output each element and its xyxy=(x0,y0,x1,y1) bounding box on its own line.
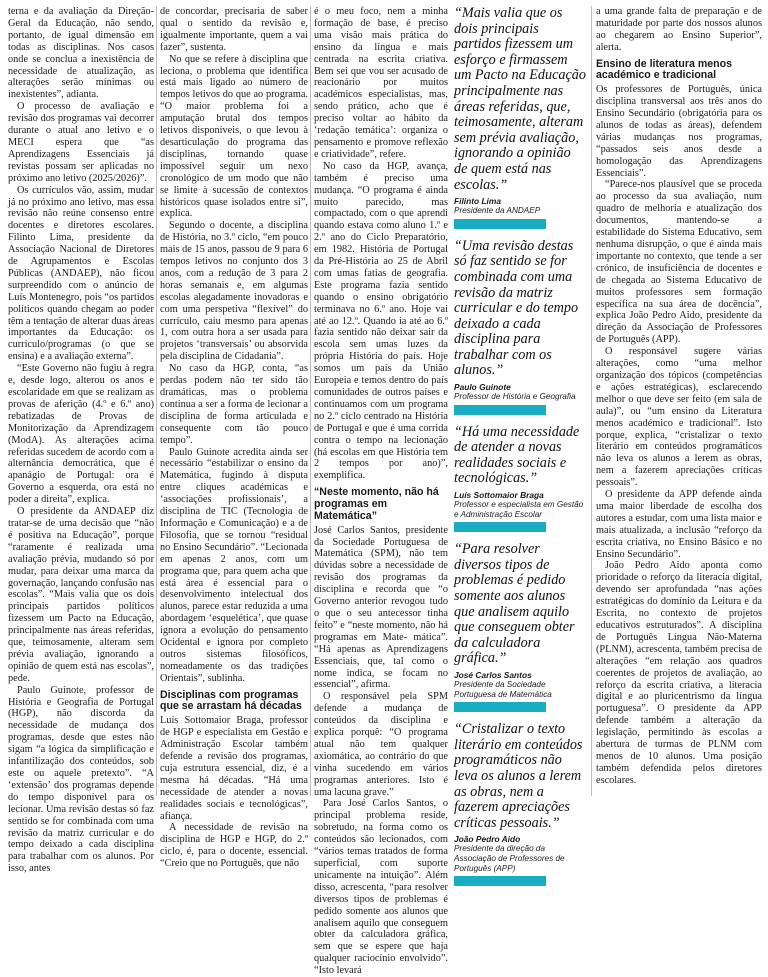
article-paragraph: João Pedro Aido aponta como prioridade o reforço da literacia digital, devendo ser aprofundada “nas ações estratégicas do domínio da Leitura e da Escrita, no contexto de projetos educativos estruturados”. A disciplina de Português Língua Não-Materna (PLNM), acrescenta, também precisa de alterações “em relação aos quadros coerentes de projetos de avaliação, ao reforço da escrita criativa, a literacia digital e ao pluricentrismo da língua portuguesa”. O presidente da APP defende também a alteração da legislação, permitindo às escolas a abertura de turmas de PLNM com menos de 10 alunos. Uma posição também defendida pelos diretores escolares. xyxy=(596,560,762,786)
quote-accent-bar xyxy=(454,522,546,532)
article-paragraph: O presidente da ANDAEP diz tratar-se de uma decisão que “não é positiva na Educação”, porque “raramente é realizada uma avaliação prévia, mudando só por mudar, para deixar uma marca da governação, lançando confusão nas escolas”. “Mais valia que os dois principais partidos políticos fizessem um Pacto na Educação, principalmente nas áreas referidas, que, teimosamente, alteram sem prévia avaliação, ignorando a opinião de quem está nas escolas”, pede. xyxy=(8,506,154,684)
quote-author: José Carlos Santos xyxy=(454,669,532,680)
article-paragraph: No caso da HGP, conta, “as perdas podem não ter sido tão dramáticas, mas o problema continua a ser a forma de lecionar a disciplina de forma articulada e consequente com tão pouco tempo”. xyxy=(160,363,308,446)
article-paragraph: Os professores de Português, única disciplina transversal aos três anos do Ensino Secundário (obrigatória para os alunos de todas as áreas), defendem várias mudanças nos programas, “passados seis anos desde a homologação das Aprendizagens Essenciais”. xyxy=(596,84,762,179)
article-paragraph: O presidente da APP defende ainda uma maior liberdade de escolha dos autores a estudar, com uma lista maior e mais atualizada, a inclusão “reforço da escrita criativa, no Ensino Básico e no Ensino Secundário”. xyxy=(596,489,762,560)
quote-author-role: Presidente da ANDAEP xyxy=(454,206,541,216)
quote-text: “Cristalizar o texto literário em conteúdos programáticos não leva os alunos a lerem as obras, nem a fazerem apreciações críticas pessoais.” xyxy=(454,721,583,831)
quote-author-role: Professor e especialista em Gestão e Administração Escolar xyxy=(454,500,584,519)
article-paragraph: terna e da avaliação da Direção-Geral da Educação, não sendo, portanto, de igual dimensão em todas as disciplinas. Nos casos onde se conclua a inexistência de necessidade de atualização, as alterações serão mínimas ou inexistentes”, adianta. xyxy=(8,6,154,101)
quote-text: “Uma revisão destas só faz sentido se for combinada com uma revisão da matriz curricular e do tempo deixado a cada disciplina para trabalhar com os alunos.” xyxy=(454,237,579,379)
article-paragraph: Para José Carlos Santos, o principal problema reside, sobretudo, na forma como os conteúdos são lecionados, com “vários temas tratados de forma superficial, com suporte unicamente na intuição”. Além disso, acrescenta, “para resolver diversos tipos de problemas é pedido somente aos alunos que analisem aquilo que conseguem obter da calculadora gráfica, sem que se espere que haja qualquer raciocínio envolvido”. “Isto levará xyxy=(314,798,448,977)
quote-author: Paulo Guinote xyxy=(454,382,511,393)
section-heading: Disciplinas com programas que se arrastam há décadas xyxy=(160,688,302,713)
article-paragraph: Segundo o docente, a disciplina de História, no 3.º ciclo, “em pouco mais de 15 anos, passou de 9 para 6 tempos letivos no conjunto dos 3 anos, com a redução de 3 para 2 horas semanais e, em algumas escolas alegadamente inovadoras e com uma perspetiva “flexível” do currículo, caiu mesmo para apenas 1, com outra hora a ser usada para projetos ‘transversais’ ou absorvida pela disciplina de Cidadania”. xyxy=(160,220,308,363)
column-5 xyxy=(596,6,762,798)
article-paragraph: “Este Governo não fugiu à regra e, desde logo, alterou os anos e escolaridade em que se realizam as provas de aferição (4.º e 6.º ano) rebatizadas de Provas de Monitorização da Aprendizagem (ModA). As alterações acima referidas sucedem de acordo com a alternância democrática, que é apanágio de Portugal: ora é Governo a esquerda, ora está no poder a direita”, explica. xyxy=(8,363,154,506)
article-paragraph: “Parece-nos plausível que se proceda ao processo da sua avaliação, num quadro de melhoria e atualização dos documentos, mantendo-se a estabilidade do Sistema Educativo, sem nenhuma disrupção, o que é ainda mais importante no contexto, que tende a ser crónico, de insuficiência de docentes e de chegada ao Sistema Educativo de muitos professores sem formação específica na sua área de docência”, explica João Pedro Aido, presidente da direção da Associação de Professores de Português (APP). xyxy=(596,179,762,346)
column-2 xyxy=(160,6,308,870)
quote-author: João Pedro Aido xyxy=(454,834,521,845)
section-heading: Ensino de literatura menos académico e tradicional xyxy=(596,57,732,82)
pull-quote xyxy=(454,425,586,533)
article-paragraph: No que se refere à disciplina que leciona, o problema que identifica está mais ligado ao número de tempos letivos do que ao programa. “O maior problema foi a amputação brutal dos tempos letivos disponíveis, o que levou à desarticulação do programa das disciplinas, tornando quase impossível seguir um nexo cronológico de um modo que não se limite à sucessão de contextos históricos quase isolados entre si”, explica. xyxy=(160,53,308,220)
pull-quote xyxy=(454,239,586,415)
quote-author: Filinto Lima xyxy=(454,196,501,207)
column-divider xyxy=(591,6,592,796)
quote-accent-bar xyxy=(454,702,546,712)
article-paragraph: O processo de avaliação e revisão dos programas vai decorrer durante o atual ano letivo e o MECI espera que “as Aprendizagens Essenciais já revistas possam ser aplicadas no próximo ano letivo (2025/2026)”. xyxy=(8,101,154,184)
quotes-column xyxy=(454,5,586,873)
article-paragraph: é o meu foco, nem a minha formação de base, é preciso uma visão mais prática do ensino da língua e mais centrada na escrita criativa. Bem sei que vou ser acusado de reacionário por muitos académicos especialistas, mas, sendo prático, acho que é preciso voltar ao hábito da ‘redação temática’: organiza o pensamento e promove reflexão e criatividade”, refere. xyxy=(314,6,448,160)
article-paragraph: José Carlos Santos, presidente da Sociedade Portuguesa de Matemática (SPM), não tem dúvidas sobre a necessidade de revisão dos programas da disciplina e recorda que “o Governo anterior revogou tudo o que o seu antecessor tinha feito” e “neste momento, não há programas em Mate- mática”. “Há apenas as Aprendizagens Essenciais, que, tal como o nome indica, se focam no essencial”, afirma. xyxy=(314,524,448,691)
pull-quote xyxy=(454,6,586,229)
article-paragraph: Paulo Guinote, professor de História e Geografia de Portugal (HGP), não discorda da necessidade de mudança dos programas, desde que estes não sigam “a lógica da simplificação e infantilização dos conteúdos, sob este ou aquele pretexto”. “A ‘extensão’ dos programas depende do tempo disponível para os lecionar. Uma revisão destas só faz sentido se for combinada com uma revisão da matriz curricular e do tempo deixado a cada disciplina para trabalhar com os alunos. Por isso, antes xyxy=(8,684,154,875)
pull-quote xyxy=(454,722,586,886)
quote-author-role: Professor de História e Geografia xyxy=(454,392,576,402)
article-paragraph: de concordar, precisaria de saber qual o sentido da revisão e, igualmente importante, quem a vai fazer”, sustenta. xyxy=(160,6,308,53)
article-paragraph: A necessidade de revisão na disciplina de HGP e HGP, do 2.º ciclo, é, para o docente, essencial. “Creio que no Português, que não xyxy=(160,822,308,870)
quote-text: “Mais valia que os dois principais partidos fizessem um esforço e firmassem um Pacto na Educação principalmente nas áreas referidas, que, teimosamente, alteram sem prévia avaliação, ignorando a opinião de quem está nas escolas.” xyxy=(454,5,586,193)
article-paragraph: a uma grande falta de preparação e de maturidade por parte dos nossos alunos ao chegarem ao Ensino Superior”, alerta. xyxy=(596,6,762,53)
quote-accent-bar xyxy=(454,405,546,415)
article-paragraph: Os currículos vão, assim, mudar já no próximo ano letivo, mas essa revisão não reúne consenso entre docentes e diretores escolares. Filinto Lima, presidente da Associação Nacional de Diretores de Agrupamentos e Escolas Públicas (ANDAEP), não ficou surpreendido com o anúncio de Luís Montenegro, pois “os partidos políticos quando chegam ao poder têm a tentação de alterar duas áreas importantes da Educação: os currículo/programas (o que se ensina) e a avaliação externa”. xyxy=(8,184,154,363)
section-heading: “Neste momento, não há programas em Matemática” xyxy=(314,486,439,522)
article-paragraph: O responsável pela SPM defende a mudança de conteúdos da disciplina e explica porquê: “O programa atual não tem qualquer axiomática, ao contrário do que vinha sucedendo em vários programas anteriores. Isto é uma lacuna grave.” xyxy=(314,691,448,798)
quote-accent-bar xyxy=(454,219,546,229)
article-paragraph: Paulo Guinote acredita ainda ser necessário “estabilizar o ensino da Matemática, fugindo à disputa entre cliques académicas e ‘associações profissionais’, a disciplina de TIC (Tecnologia de Informação e Comunicação) e a de Filosofia, que se tornou “residual no Ensino Secundário”. “Lecionada em apenas 2 anos, com um programa que, para quem acha que está área é essencial para o desenvolvimento intelectual dos alunos, parece estar reduzida a uma abordagem ‘esquelética’, que quase ignora a evolução do pensamento Ocidental e ignora por completo outros sistemas filosóficos, nomeadamente os das tradições Orientais”, sublinha. xyxy=(160,446,308,684)
quote-text: “Há uma necessidade de atender a novas realidades sociais e tecnológicas.” xyxy=(454,423,580,487)
quote-author: Luís Sottomaior Braga xyxy=(454,490,544,501)
pull-quote xyxy=(454,542,586,712)
quote-text: “Para resolver diversos tipos de problemas é pedido somente aos alunos que analisem aquilo que conseguem obter da calculadora gráfica.” xyxy=(454,541,575,667)
article-paragraph: O responsável sugere várias alterações, como “uma melhor organização dos tópicos (competências e ações estratégicas), esclarecendo melhor o que deve ser feito (em sala de aula)”, ou “um ensino da Literatura menos académico e tradicional”. Isto porque, explica, “cristalizar o texto literário em conteúdos programáticos não leva os alunos a lerem as obras, nem a fazerem apreciações críticas pessoais”. xyxy=(596,346,762,489)
column-divider xyxy=(310,6,311,796)
column-3 xyxy=(314,6,448,977)
quote-accent-bar xyxy=(454,876,546,886)
quote-author-role: Presidente da Sociedade Portuguesa de Matemática xyxy=(454,679,552,699)
article-paragraph: Luís Sottomaior Braga, professor de HGP e especialista em Gestão e Administração Escolar também defende a revisão dos programas, cuja estrutura essencial, diz, é a mesma há décadas. “Há uma necessidade de atender a novas realidades sociais e tecnológicas”, afiança. xyxy=(160,715,308,822)
column-divider xyxy=(156,6,157,796)
quote-author-role: Presidente da direção da Associação de Professores de Português (APP) xyxy=(454,844,565,873)
column-1 xyxy=(8,6,154,875)
article-paragraph: No caso da HGP, avança, também é preciso uma mudança. “O programa é ainda muito parecido, mas compactado, com o que aprendi quando estava como aluno 1.º e 2.º ano do Ciclo Preparatório, em 1982. História de Portugal da Pré-História ao 25 de Abril com umas fatias de geografia. Este programa fazia sentido quando o ensino obrigatório terminava no 6.º ano. Hoje vai até ao 12.º. Quando ia até ao 6.º fazia sentido não deixar sair da escola sem umas luzes da própria História do país. Hoje somos um país da União Europeia e temos dentro do país comunidades de outros países e continuamos com um programa no 2.º ciclo centrado na História de Portugal e que é uma corrida contra o tempo na lecionação (há escolas em que História tem 2 tempos por ano)”, exemplifica. xyxy=(314,160,448,482)
